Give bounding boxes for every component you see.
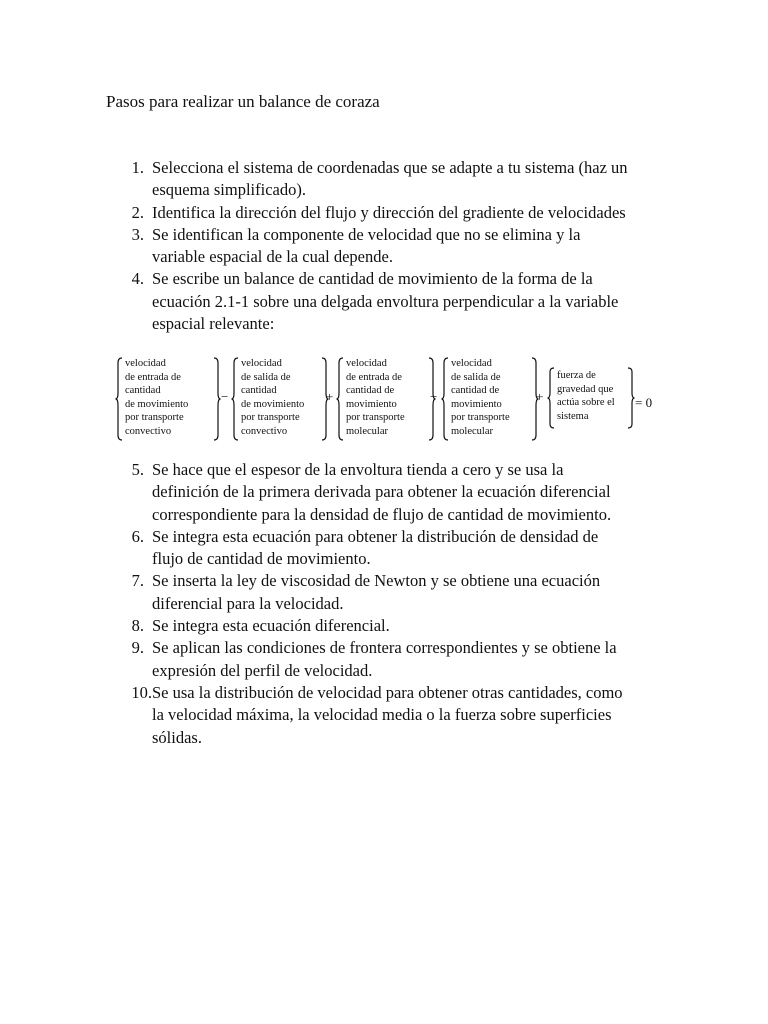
equation-line: actúa sobre el (557, 397, 615, 409)
equation-line: de entrada de (125, 371, 181, 383)
step-number: 2. (131, 202, 144, 222)
equation-line: velocidad (451, 358, 492, 369)
equation-line: fuerza de (557, 370, 596, 381)
step-text-line: definición de la primera derivada para obtener la ecuación diferencial (152, 482, 611, 502)
equation-line: molecular (451, 425, 493, 437)
steps-list-second (106, 459, 666, 749)
right-brace-icon (627, 367, 635, 429)
step-number: 5. (131, 460, 144, 479)
list-item (106, 202, 666, 224)
left-brace-icon (441, 357, 449, 441)
equation-line: molecular (346, 425, 388, 437)
list-item (106, 526, 666, 571)
list-item (106, 224, 666, 269)
equation-term-text (557, 369, 615, 423)
left-brace-icon (231, 357, 239, 441)
equation-result: = 0 (635, 395, 653, 410)
plus-operator: + (536, 389, 544, 404)
equation-term-text (125, 357, 188, 439)
equation-line: velocidad (125, 358, 166, 369)
step-text-line: diferencial para la velocidad. (152, 593, 344, 613)
equation-line: por transporte (451, 412, 510, 424)
step-number: 8. (131, 616, 144, 636)
list-item (106, 459, 666, 526)
equation-line: por transporte (125, 412, 184, 424)
page-title: Pasos para realizar un balance de coraza (106, 92, 380, 111)
equation-line: cantidad (125, 385, 161, 397)
step-number: 6. (131, 526, 144, 546)
step-text-line: Se escribe un balance de cantidad de movimiento de la forma de la (152, 269, 593, 289)
step-text-line: la velocidad máxima, la velocidad media o la fuerza sobre superficies (152, 705, 612, 725)
list-item (106, 268, 666, 335)
equation-line: sistema (557, 410, 589, 422)
list-item (106, 682, 666, 749)
step-text-line: Se identifican la componente de velocidad que no se elimina y la (152, 224, 581, 244)
left-brace-icon (336, 357, 344, 441)
equation-term-text (346, 357, 405, 439)
right-brace-icon (213, 357, 221, 441)
momentum-balance-equation (115, 355, 665, 445)
minus-operator: − (221, 389, 229, 404)
equation-term-text (241, 357, 304, 439)
plus-operator: + (326, 389, 334, 404)
step-number: 7. (131, 571, 144, 591)
step-text-line: Se aplican las condiciones de frontera correspondientes y se obtiene la (152, 638, 617, 658)
step-text-line: Identifica la dirección del flujo y dirección del gradiente de velocidades (152, 202, 626, 222)
step-text-line: Se integra esta ecuación diferencial. (152, 616, 390, 636)
left-brace-icon (115, 357, 123, 441)
step-text-line: Se hace que el espesor de la envoltura tienda a cero y se usa la (152, 460, 564, 479)
steps-list-first (106, 157, 666, 335)
equation-line: de salida de (451, 371, 501, 383)
equation-term-text (451, 357, 510, 439)
equation-line: cantidad (241, 385, 277, 397)
step-text-line: expresión del perfil de velocidad. (152, 660, 373, 680)
step-text-line: correspondiente para la densidad de flujo de cantidad de movimiento. (152, 504, 612, 524)
step-number: 10. (131, 682, 152, 702)
equation-line: por transporte (346, 412, 405, 424)
equation-line: de movimiento (125, 398, 189, 410)
step-text-line: espacial relevante: (152, 314, 275, 334)
equation-line: convectivo (241, 425, 288, 437)
step-text-line: Se usa la distribución de velocidad para obtener otras cantidades, como (152, 682, 623, 702)
step-text-line: flujo de cantidad de movimiento. (152, 549, 371, 569)
equation-line: velocidad (241, 358, 282, 369)
equation-line: de salida de (241, 371, 291, 383)
equation-line: convectivo (125, 425, 172, 437)
left-brace-icon (547, 367, 555, 429)
step-number: 4. (131, 269, 144, 289)
equation-line: por transporte (241, 412, 300, 424)
equation-line: velocidad (346, 358, 387, 369)
step-text-line: sólidas. (152, 727, 202, 747)
equation-term (231, 355, 334, 443)
equation-term (115, 355, 227, 443)
equation-line: gravedad que (557, 383, 614, 395)
equation-line: de movimiento (241, 398, 305, 410)
step-text-line: ecuación 2.1-1 sobre una delgada envoltura perpendicular a la variable (152, 291, 619, 311)
equation-line: de entrada de (346, 371, 402, 383)
step-text-line: variable espacial de la cual depende. (152, 247, 393, 267)
equation-term (336, 355, 442, 443)
list-item (106, 157, 666, 202)
minus-operator: − (430, 389, 438, 404)
list-item (106, 570, 666, 615)
step-text-line: Selecciona el sistema de coordenadas que se adapte a tu sistema (haz un (152, 158, 628, 177)
equation-term (441, 355, 544, 443)
step-number: 9. (131, 638, 144, 658)
step-text-line: Se integra esta ecuación para obtener la distribución de densidad de (152, 526, 599, 546)
list-item (106, 637, 666, 682)
equation-line: movimiento (451, 398, 502, 410)
step-number: 1. (131, 158, 144, 177)
equation-line: movimiento (346, 398, 397, 410)
step-text-line: Se inserta la ley de viscosidad de Newton y se obtiene una ecuación (152, 571, 601, 591)
equation-line: cantidad de (451, 385, 500, 397)
list-item (106, 615, 666, 637)
equation-term (547, 367, 637, 433)
step-text-line: esquema simplificado). (152, 180, 306, 200)
equation-line: cantidad de (346, 385, 395, 397)
step-number: 3. (131, 224, 144, 244)
